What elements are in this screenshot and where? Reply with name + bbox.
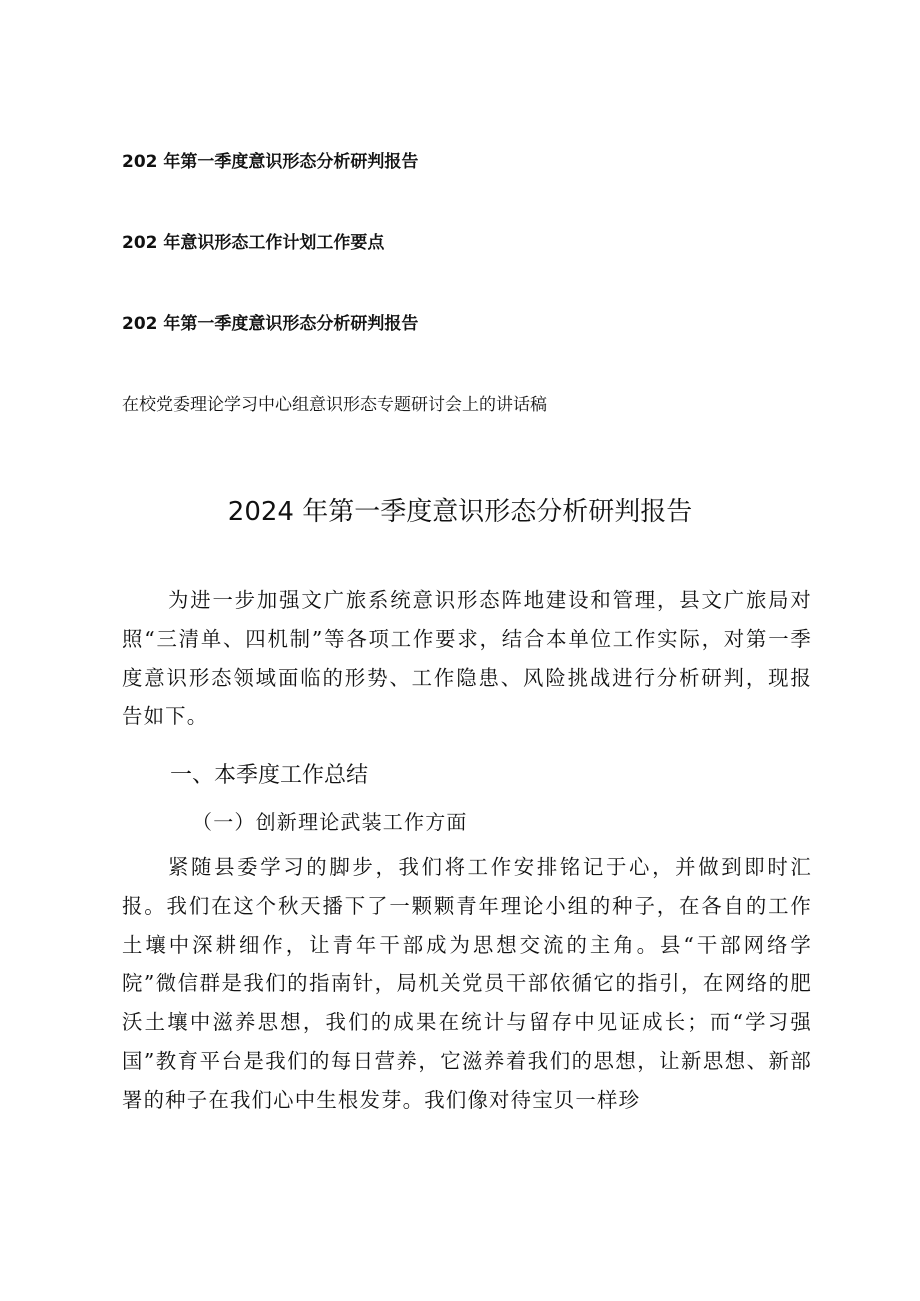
document-title: 2024 年第一季度意识形态分析研判报告 bbox=[227, 497, 693, 527]
toc-item: 202 年第一季度意识形态分析研判报告 bbox=[122, 314, 419, 334]
subsection-heading: （一）创新理论武装工作方面 bbox=[192, 810, 468, 834]
toc-item: 202 年意识形态工作计划工作要点 bbox=[122, 233, 385, 253]
intro-paragraph: 为进一步加强文广旅系统意识形态阵地建设和管理，县文广旅局对照“三清单、四机制”等各项工作要求，结合本单位工作实际，对第一季度意识形态领域面临的形势、工作隐患、风险挑战进行分析研判，现报告如下。 bbox=[122, 588, 812, 729]
body-paragraph: 紧随县委学习的脚步，我们将工作安排铭记于心，并做到即时汇报。我们在这个秋天播下了一颗颗青年理论小组的种子，在各自的工作土壤中深耕细作，让青年干部成为思想交流的主角。县“干部网络学院”微信群是我们的指南针，局机关党员干部依循它的指引，在网络的肥沃土壤中滋养思想，我们的成果在统计与留存中见证成长；而“学习强国”教育平台是我们的每日营养，它滋养着我们的思想，让新思想、新部署的种子在我们心中生根发芽。我们像对待宝贝一样珍 bbox=[122, 855, 812, 1112]
toc-item: 在校党委理论学习中心组意识形态专题研讨会上的讲话稿 bbox=[122, 395, 547, 415]
section-heading: 一、本季度工作总结 bbox=[170, 763, 369, 788]
toc-item: 202 年第一季度意识形态分析研判报告 bbox=[122, 152, 419, 172]
table-of-contents bbox=[122, 150, 822, 417]
